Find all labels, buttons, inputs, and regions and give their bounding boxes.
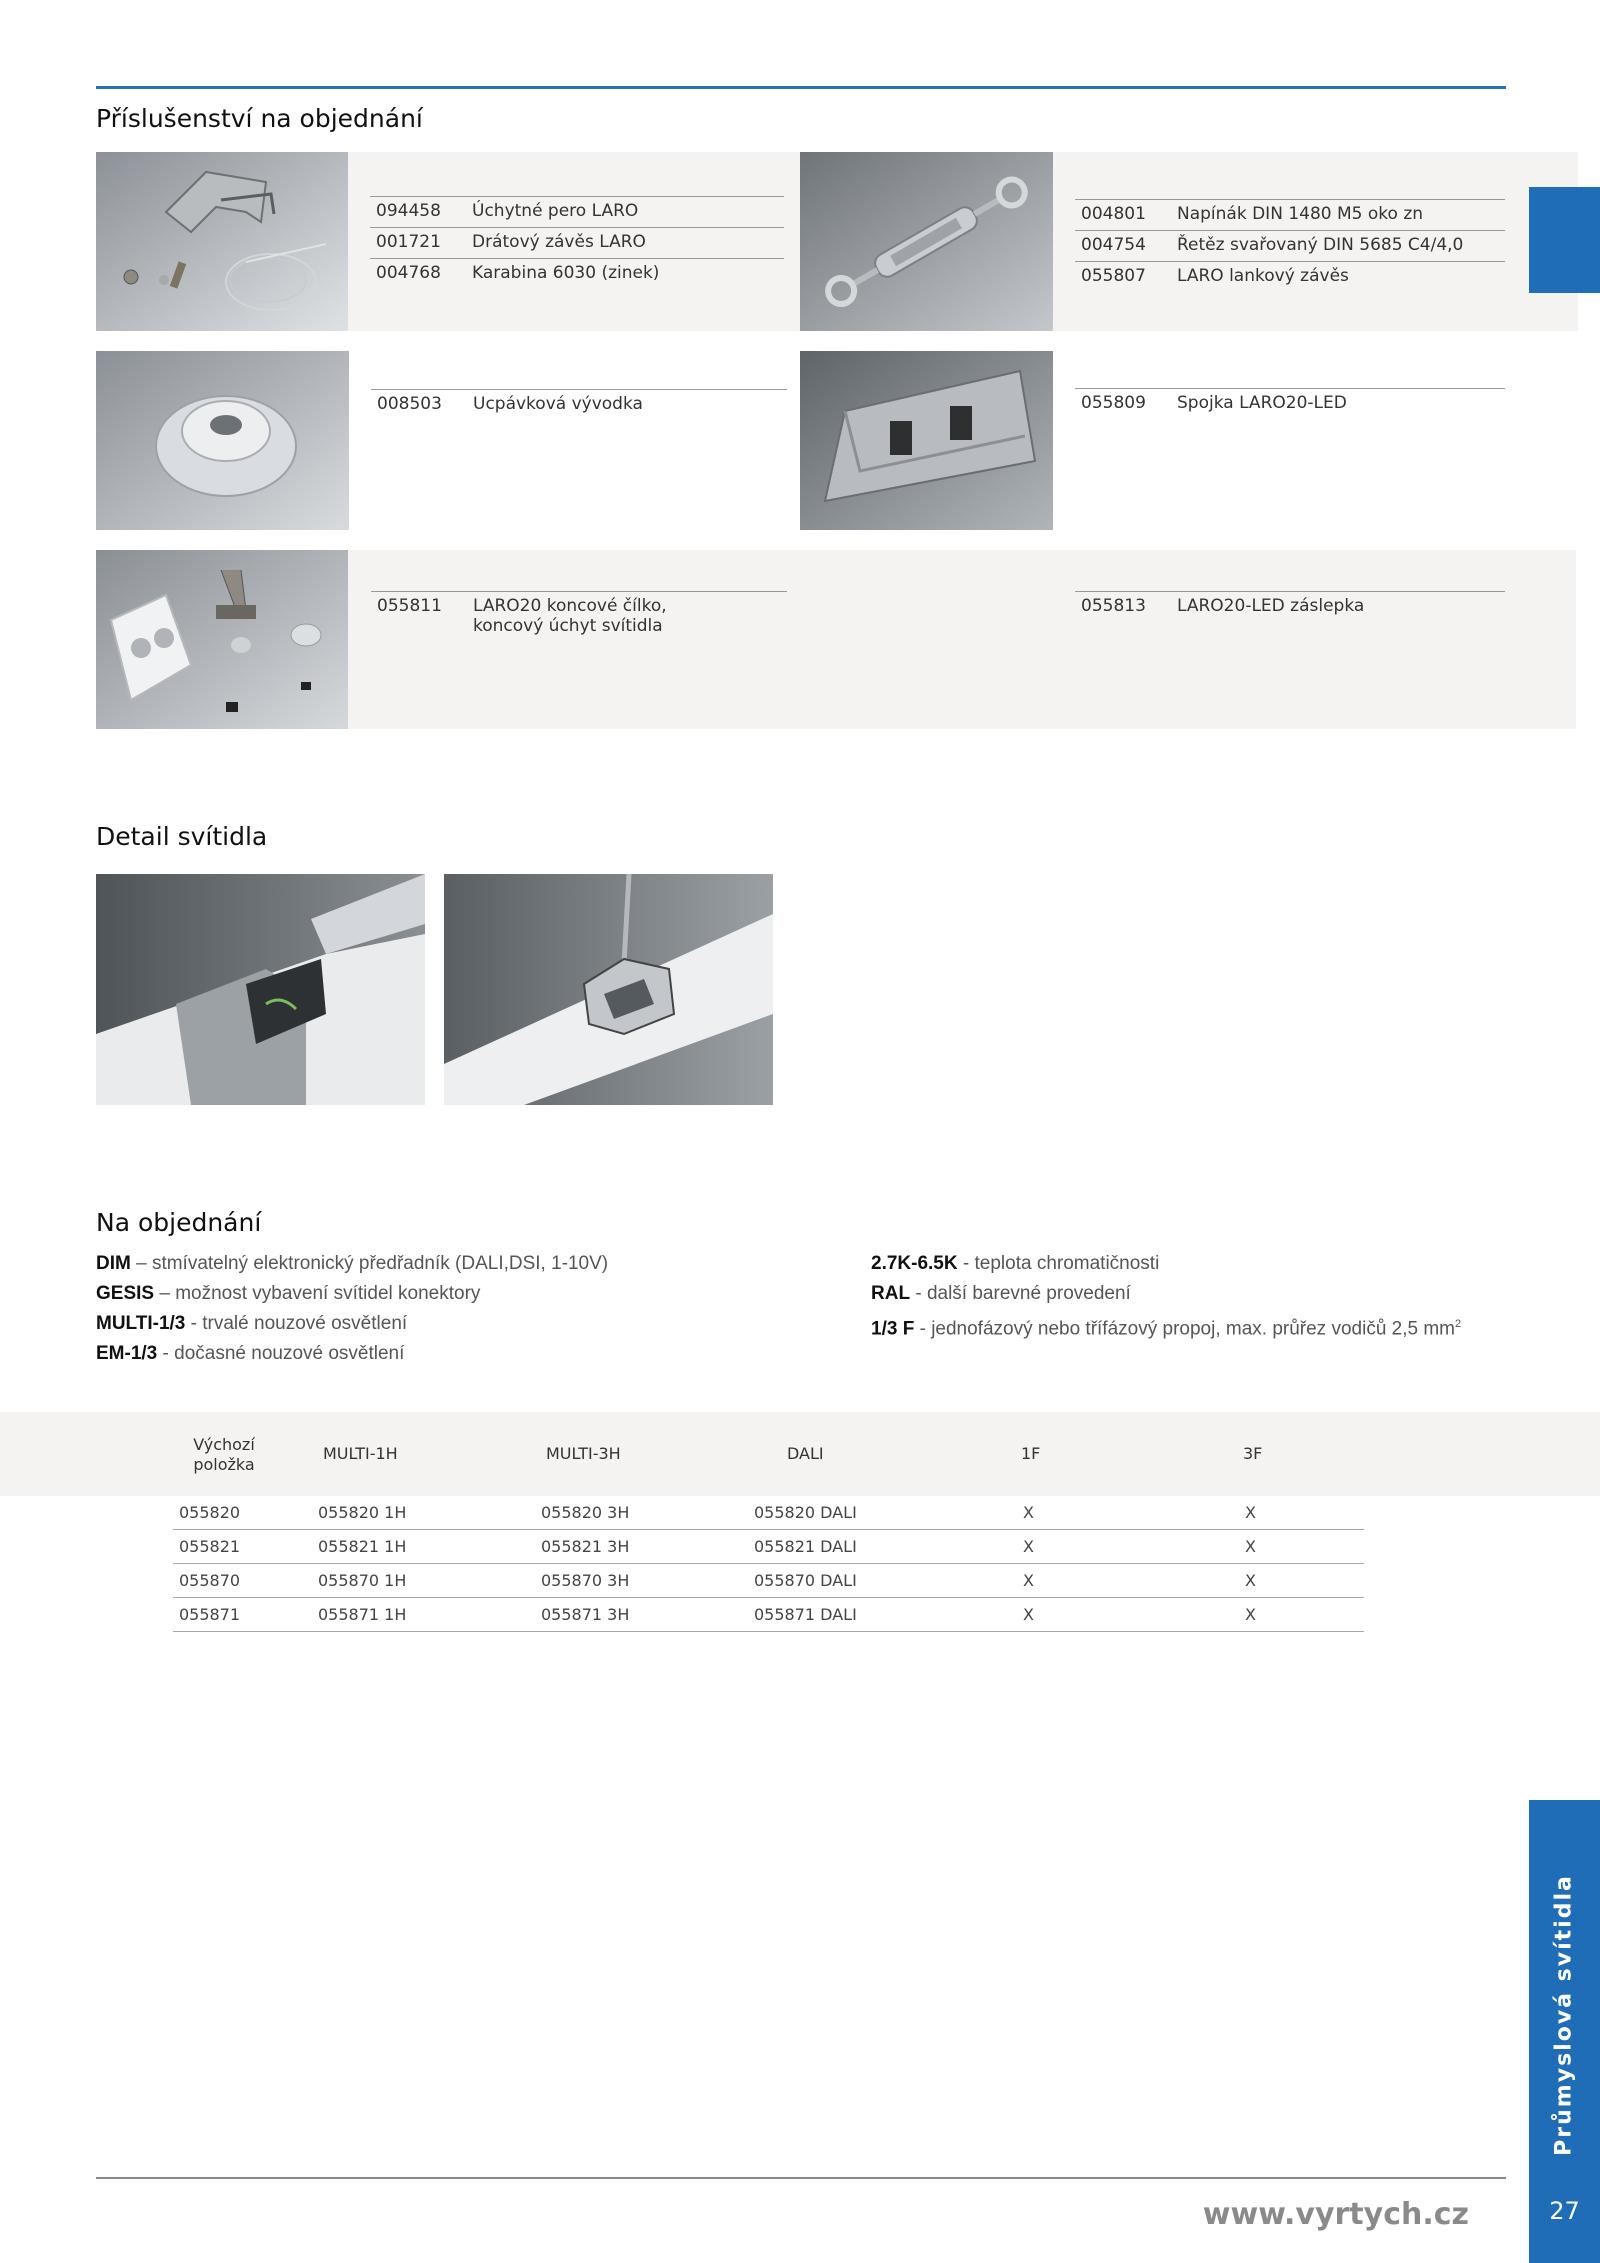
table-row: 055870 055870 1H 055870 3H 055870 DALI X X (173, 1564, 1364, 1598)
table-header-3f: 3F (1243, 1444, 1263, 1463)
accessory-item: 004768 Karabina 6030 (zinek) (370, 258, 784, 289)
table-header-1f: 1F (1021, 1444, 1041, 1463)
table-row: 055871 055871 1H 055871 3H 055871 DALI X X (173, 1598, 1364, 1632)
photo-turnbuckle (800, 152, 1053, 331)
accessory-item: 055813 LARO20-LED záslepka (1075, 591, 1505, 622)
photo-detail-clip (444, 874, 773, 1105)
accessory-group-5 (371, 591, 787, 642)
photo-connector (800, 351, 1053, 530)
ordering-option: MULTI-1/3 - trvalé nouzové osvětlení (96, 1313, 408, 1334)
table-row: 055820 055820 1H 055820 3H 055820 DALI X X (173, 1496, 1364, 1530)
detail-title: Detail svítidla (96, 822, 268, 851)
ordering-list-left (96, 1249, 856, 1369)
table-header-base-item: Výchozí položka (193, 1435, 255, 1474)
bottom-rule (96, 2177, 1506, 2179)
photo-end-cap-kit (96, 550, 348, 729)
accessory-group-3 (371, 389, 787, 420)
accessory-item: 094458 Úchytné pero LARO (370, 196, 784, 227)
ordering-option: DIM – stmívatelný elektronický předřadník (DALI,DSI, 1-10V) (96, 1253, 609, 1274)
accessory-item: 055811 LARO20 koncové čílko, koncový úchyt svítidla (371, 591, 787, 642)
ordering-option: RAL - další barevné provedení (871, 1283, 1131, 1304)
table-header-dali: DALI (787, 1444, 824, 1463)
accent-tab (1529, 187, 1600, 293)
accessory-item: 004801 Napínák DIN 1480 M5 oko zn (1075, 199, 1505, 230)
accessory-group-4 (1075, 388, 1505, 419)
page-number: 27 (1549, 2197, 1580, 2225)
table-row: 055821 055821 1H 055821 3H 055821 DALI X X (173, 1530, 1364, 1564)
ordering-option: 1/3 F - jednofázový nebo třífázový propoj, max. průřez vodičů 2,5 $mm^2$ (871, 1318, 1462, 1340)
table-header-multi-3h: MULTI-3H (546, 1444, 621, 1463)
accessory-group-6 (1075, 591, 1505, 622)
accessory-group-2 (1075, 199, 1505, 292)
accessory-item: 004754 Řetěz svařovaný DIN 5685 C4/4,0 (1075, 230, 1505, 261)
photo-clip-wire-kit (96, 152, 348, 331)
ordering-option: GESIS – možnost vybavení svítidel konektory (96, 1283, 481, 1304)
ordering-option: EM-1/3 - dočasné nouzové osvětlení (96, 1343, 405, 1364)
ordering-list-right (871, 1249, 1531, 1344)
photo-detail-interior (96, 874, 425, 1105)
accessory-item: 001721 Drátový závěs LARO (370, 227, 784, 258)
accessory-item: 008503 Ucpávková vývodka (371, 389, 787, 420)
accessory-item: 055807 LARO lankový závěs (1075, 261, 1505, 292)
top-rule (96, 86, 1506, 89)
website-link[interactable]: www.vyrtych.cz (1202, 2197, 1469, 2232)
ordering-option: 2.7K-6.5K - teplota chromatičnosti (871, 1253, 1160, 1274)
ordering-title: Na objednání (96, 1208, 262, 1237)
accessories-title: Příslušenství na objednání (96, 104, 423, 133)
accessory-item: 055809 Spojka LARO20-LED (1075, 388, 1505, 419)
side-category-label: Průmyslová svítidla (1551, 1874, 1577, 2156)
table-header-multi-1h: MULTI-1H (323, 1444, 398, 1463)
photo-cable-gland (96, 351, 349, 530)
accessory-group-1 (370, 196, 784, 289)
